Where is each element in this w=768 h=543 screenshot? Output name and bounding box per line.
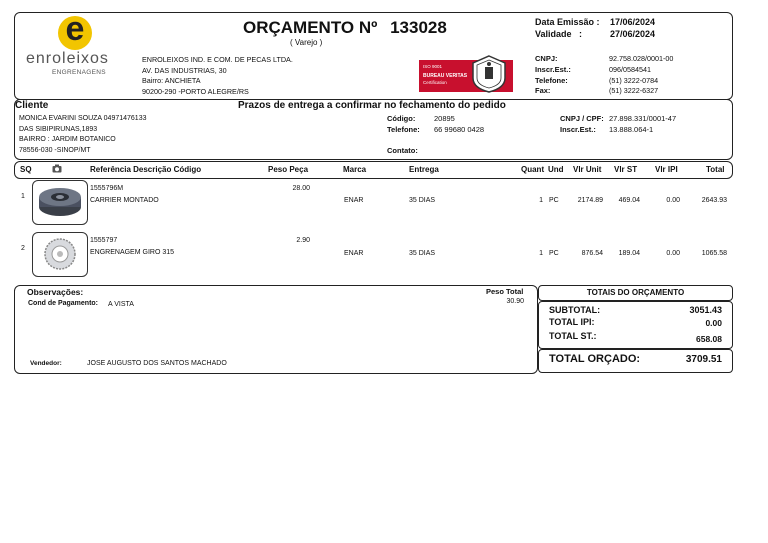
item-qty: 1 [539,250,543,257]
item-code: 1555797 [90,237,118,244]
total-weight-label: Peso Total [486,287,524,296]
client-city: 78556-030 -SINOP/MT [19,146,91,154]
item-photo [32,232,88,277]
item-total: 1065.58 [701,250,727,257]
col-unit-price: Vlr Unit [573,165,602,174]
company-fax-label: Fax: [535,86,551,96]
client-district: BAIRRO : JARDIM BOTANICO [19,136,116,144]
client-ie-label: Inscr.Est.: [560,125,596,134]
item-sq: 1 [21,193,25,200]
company-ie-value: 096/0584541 [609,64,651,74]
table-row [0,180,768,226]
item-brand: ENAR [344,197,364,204]
company-phone-label: Telefone: [535,75,568,85]
grand-total-label: TOTAL ORÇADO: [549,353,641,365]
ipi-total-label: TOTAL IPI: [549,317,595,327]
client-section-label: Cliente [15,100,49,111]
col-brand: Marca [343,165,367,174]
company-fax-value: (51) 3222-6327 [609,86,659,96]
item-ipi: 0.00 [666,250,680,257]
item-weight: 28.00 [292,185,310,192]
col-ipi: Vlr IPI [655,165,678,174]
item-description: ENGRENAGEM GIRO 315 [90,249,175,256]
item-unit-price: 2174.89 [577,197,603,204]
client-street: DAS SIBIPIRUNAS,1893 [19,125,98,133]
item-total: 2643.93 [701,197,727,204]
item-sq: 2 [21,245,25,252]
title-subtitle: ( Varejo ) [290,38,323,47]
payment-label: Cond de Pagamento: [28,300,99,307]
col-reference: Referência Descrição Código [90,165,202,174]
item-unit: PC [549,250,559,257]
quote-number: 133028 [390,18,447,37]
cnpj-value: 92.758.028/0001-00 [609,54,674,63]
company-city: 90200-290 -PORTO ALEGRE/RS [142,86,249,96]
item-qty: 1 [539,197,543,204]
bureau-veritas-seal-icon [471,54,507,94]
company-fiscal-values [609,54,673,97]
client-ie-value: 13.888.064-1 [609,125,654,134]
date-labels [535,16,600,40]
subtotal-label: SUBTOTAL: [549,305,601,315]
item-weight: 2.90 [296,237,310,244]
client-doc-label: CNPJ / CPF: [560,114,604,123]
item-delivery: 35 DIAS [409,197,436,204]
col-sq: SQ [20,165,32,174]
validity-value: 27/06/2024 [610,29,656,39]
observations-label: Observações: [27,287,84,297]
company-district: Bairro: ANCHIETA [142,76,201,86]
seller-value: JOSE AUGUSTO DOS SANTOS MACHADO [87,360,227,367]
payment-value: A VISTA [108,301,134,308]
item-code: 1555796M [90,185,124,192]
logo-letter: e [65,10,85,48]
item-unit: PC [549,197,559,204]
item-st: 189.04 [618,250,640,257]
totals-header: TOTAIS DO ORÇAMENTO [586,288,685,297]
validity-label: Validade : [535,29,583,39]
item-brand: ENAR [344,250,364,257]
item-ipi: 0.00 [666,197,680,204]
emission-value: 17/06/2024 [610,17,656,27]
col-st: Vlr ST [614,165,638,174]
item-photo [32,180,88,225]
emission-label: Data Emissão : [535,17,600,27]
ipi-total-value: 0.00 [705,318,722,328]
title-label: ORÇAMENTO Nº [243,18,378,37]
company-name: ENROLEIXOS IND. E COM. DE PECAS LTDA. [142,55,293,64]
client-address [19,114,147,156]
client-doc-value: 27.898.331/0001-47 [609,114,677,123]
seller-label: Vendedor: [30,360,62,367]
company-address: AV. DAS INDUSTRIAS, 30 [142,65,227,75]
subtotal-value: 3051.43 [689,305,722,315]
item-unit-price: 876.54 [581,250,603,257]
company-ie-label: Inscr.Est.: [535,64,571,74]
client-phone-label: Telefone: [387,125,420,134]
page-title [243,18,447,38]
client-contact-label: Contato: [387,146,418,155]
st-total-value: 658.08 [696,334,722,344]
item-st: 469.04 [618,197,640,204]
company-logo [58,10,92,50]
client-code-value: 20895 [434,114,455,123]
client-name: MONICA EVARINI SOUZA 04971476133 [19,115,147,122]
item-description: CARRIER MONTADO [90,197,159,204]
logo-subtext: ENGRENAGENS [52,69,106,76]
total-weight-value: 30.90 [506,298,524,305]
col-qty: Quant [521,165,545,174]
date-values [610,16,655,40]
item-delivery: 35 DIAS [409,250,436,257]
table-header-row [0,165,768,177]
delivery-notice: Prazos de entrega a confirmar no fechamento do pedido [238,100,506,111]
col-total: Total [706,165,725,174]
cnpj-label: CNPJ: [535,54,558,63]
client-code-label: Código: [387,114,416,123]
camera-icon [52,164,62,175]
company-fiscal-labels [535,54,571,97]
table-row [0,232,768,278]
company-phone-value: (51) 3222-0784 [609,75,659,85]
cert-line-2: BUREAU VERITAS [423,73,468,79]
cert-line-1: ISO 9001 [423,64,443,69]
col-delivery: Entrega [409,165,439,174]
company-info [142,55,293,97]
cert-line-3: Certification [423,80,447,85]
col-unit: Und [548,165,564,174]
col-weight: Peso Peça [268,165,309,174]
st-total-label: TOTAL ST.: [549,331,597,341]
client-phone-value: 66 99680 0428 [434,125,485,134]
logo-text: enroleixos [26,50,109,67]
grand-total-value: 3709.51 [685,354,722,365]
